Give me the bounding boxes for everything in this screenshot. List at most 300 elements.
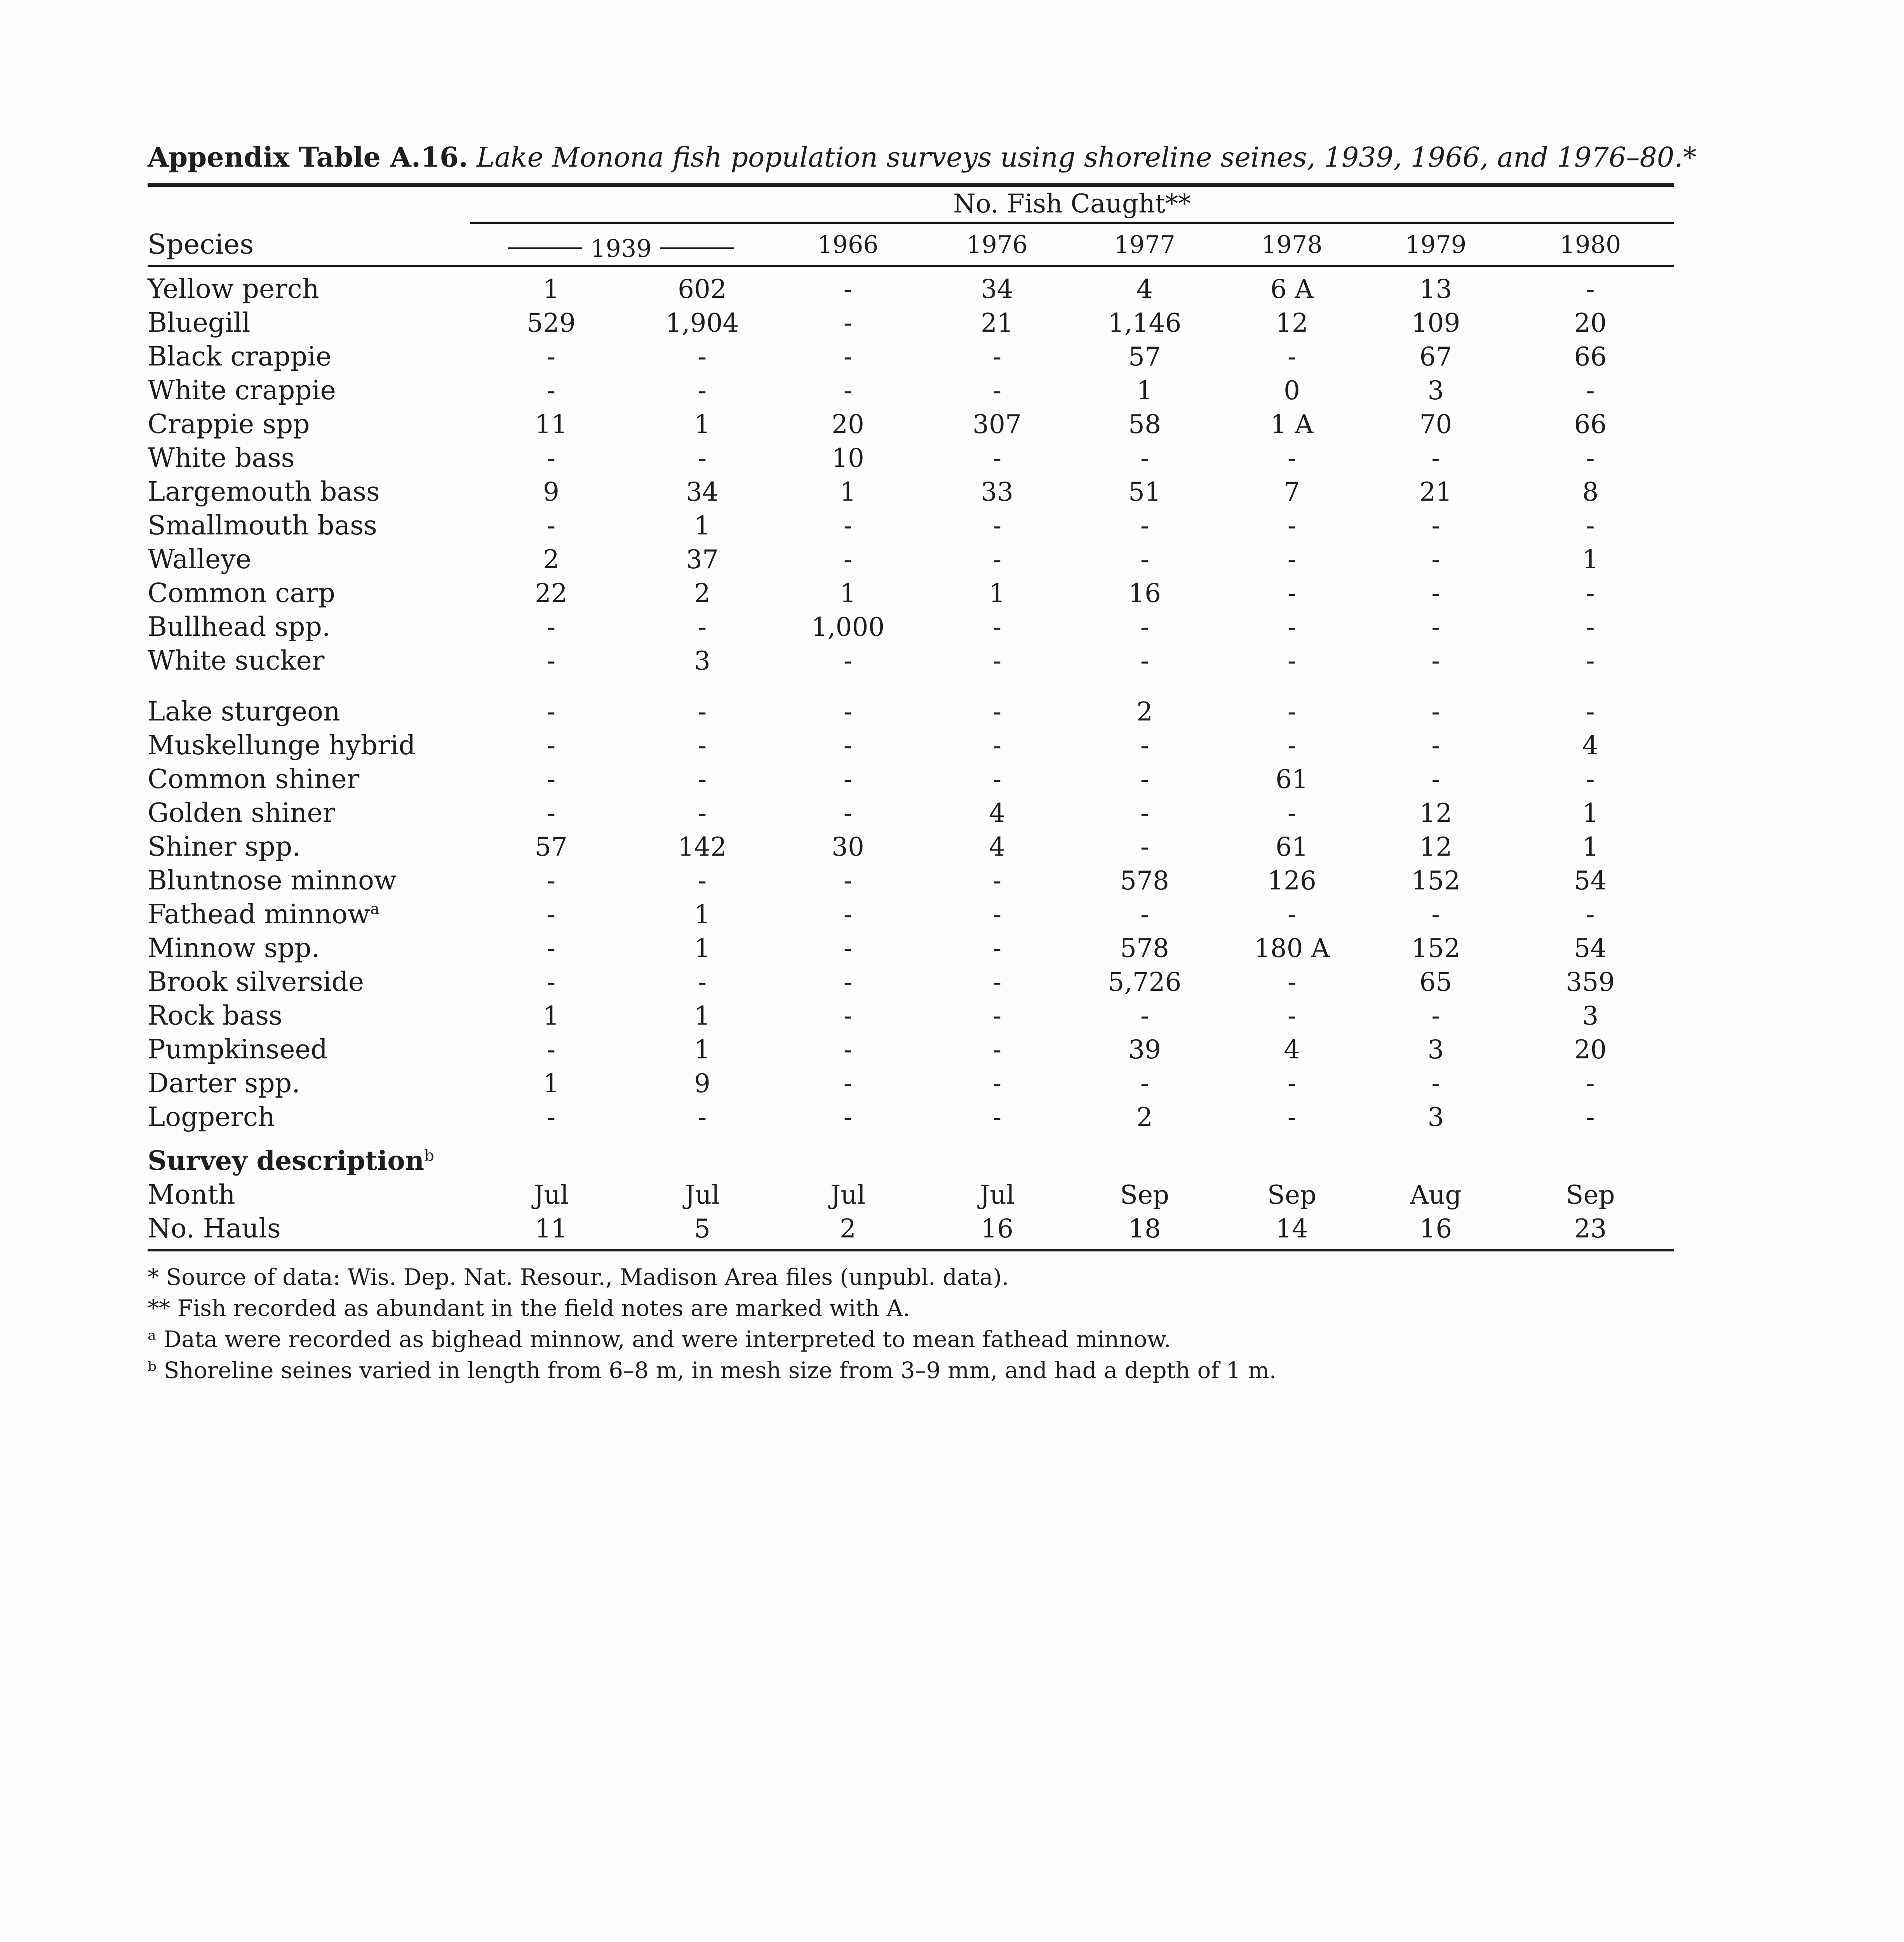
count-cell: 10 [832,443,864,473]
count-cell: 2 [694,578,710,608]
count-cell: 4 [989,798,1005,828]
count-cell: 12 [1276,308,1308,338]
species-label: Bullhead spp. [148,611,331,642]
count-cell: - [843,341,853,372]
count-cell: 1,146 [1108,308,1182,338]
count-cell: - [843,274,853,304]
count-cell: - [1431,730,1440,760]
species-name [148,796,470,830]
count-cell: 109 [1411,308,1460,338]
species-label: Walleye [148,544,251,575]
count-cell: - [698,696,707,727]
footnote-b: ᵇ Shoreline seines varied in length from 6–8 m, in mesh size from 3–9 mm, and had a depth of 1 m. [148,1357,1277,1383]
table-row [148,729,1674,762]
table-block [148,140,1697,1386]
count-cell: - [843,967,853,997]
count-cell: 1 [543,1068,559,1098]
count-cell: 58 [1128,409,1161,439]
count-cell: 1,904 [665,308,739,338]
table-row [148,374,1674,407]
count-cell: 1 [840,477,856,507]
count-cell: - [546,730,556,760]
section-spacer [148,678,1674,695]
species-name [148,1033,470,1067]
count-cell: - [1431,510,1440,541]
count-cell: - [1287,730,1297,760]
count-cell: - [1140,730,1149,760]
count-cell: - [1586,612,1595,642]
table-row [148,266,1674,306]
count-cell: - [546,510,556,541]
count-cell: 11 [535,409,567,439]
count-cell: 51 [1128,477,1161,507]
species-name [148,374,470,407]
survey-description-heading [148,1134,1674,1178]
count-cell: - [992,1068,1002,1098]
survey-label: Month [148,1179,235,1210]
count-cell: 9 [543,477,559,507]
survey-cell: Jul [684,1180,720,1210]
count-cell: 3 [1582,1001,1599,1031]
count-cell: 39 [1128,1034,1161,1065]
header-blank [148,187,470,224]
count-cell: - [1287,798,1297,828]
count-cell: - [992,612,1002,642]
species-name [148,306,470,340]
survey-cell: 23 [1507,1212,1674,1250]
count-cell: 12 [1419,832,1452,862]
count-cell: - [992,933,1002,963]
table-row [148,864,1674,898]
count-cell: - [1431,696,1440,727]
survey-cell: Jul [533,1180,569,1210]
count-cell: - [843,696,853,727]
count-cell: 21 [981,308,1013,338]
species-name [148,830,470,864]
count-cell: - [992,544,1002,574]
no-fish-caught-label: No. Fish Caught** [470,187,1674,224]
count-cell: 9 [694,1068,710,1098]
count-cell: - [1586,764,1595,794]
survey-description-row [148,1134,1674,1178]
count-cell: - [546,1034,556,1065]
count-cell: - [843,510,853,541]
count-cell: 57 [1128,341,1161,372]
count-cell: - [843,933,853,963]
species-label: Golden shiner [148,797,336,828]
table-title [148,140,1697,175]
count-cell: - [546,341,556,372]
species-name [148,543,470,576]
count-cell: - [1140,544,1149,574]
count-cell: - [1140,510,1149,541]
table-row [148,576,1674,610]
count-cell: - [1586,1102,1595,1132]
count-cell: 578 [1120,865,1169,896]
table-row [148,340,1674,374]
species-label: Logperch [148,1102,275,1133]
species-label: White bass [148,442,295,473]
count-cell: 57 [535,832,567,862]
year-header-1979: 1979 [1365,224,1507,266]
count-cell: - [1287,899,1297,929]
count-cell: - [1431,544,1440,574]
count-cell: - [698,612,707,642]
species-label: White sucker [148,645,325,676]
count-cell: 359 [1566,967,1615,997]
species-name [148,1100,470,1134]
species-label: Largemouth bass [148,476,380,507]
count-cell: - [546,933,556,963]
count-cell: 1 [1582,544,1599,574]
count-cell: 20 [1574,308,1607,338]
survey-cell: Aug [1410,1180,1462,1210]
count-cell: 3 [1427,1034,1444,1065]
count-cell: 1 [694,933,710,963]
count-cell: - [843,1102,853,1132]
fish-table [148,187,1674,1251]
count-cell: - [1431,1068,1440,1098]
table-row [148,1100,1674,1134]
footnote-abundant: ** Fish recorded as abundant in the field notes are marked with A. [148,1295,910,1321]
count-cell: - [698,865,707,896]
count-cell: 602 [678,274,727,304]
count-cell: 61 [1276,832,1308,862]
count-cell: - [1586,646,1595,676]
count-cell: - [1287,1068,1297,1098]
species-label: Crappie spp [148,409,310,440]
count-cell: - [1140,443,1149,473]
count-cell: 152 [1411,865,1460,896]
species-name [148,441,470,475]
table-row [148,407,1674,441]
species-name [148,644,470,678]
count-cell: - [992,865,1002,896]
count-cell: 1 [989,578,1005,608]
survey-cell: 16 [1365,1212,1507,1250]
count-cell: 13 [1419,274,1452,304]
species-label: Rock bass [148,1000,282,1031]
survey-cell: Sep [1566,1180,1615,1210]
count-cell: - [546,1102,556,1132]
table-row [148,644,1674,678]
count-cell: - [1140,832,1149,862]
count-cell: - [546,612,556,642]
table-row [148,830,1674,864]
count-cell: 1 A [1270,409,1314,439]
count-cell: - [1431,578,1440,608]
count-cell: - [1586,375,1595,405]
count-cell: - [1287,510,1297,541]
footnote-marker: a [370,900,379,918]
species-name [148,1067,470,1100]
count-cell: - [1287,696,1297,727]
survey-row [148,1212,1674,1250]
count-cell: 1 [543,274,559,304]
count-cell: - [1140,646,1149,676]
count-cell: 2 [543,544,559,574]
count-cell: 4 [1136,274,1153,304]
count-cell: - [843,899,853,929]
species-label: Yellow perch [148,273,319,305]
count-cell: 142 [678,832,727,862]
count-cell: 33 [981,477,1013,507]
table-row [148,475,1674,509]
group-header [470,187,1674,224]
count-cell: 1 [840,578,856,608]
survey-cell: 14 [1219,1212,1365,1250]
survey-cell: 18 [1070,1212,1219,1250]
survey-cell: Jul [979,1180,1015,1210]
species-name [148,695,470,729]
count-cell: - [698,967,707,997]
species-label: White crappie [148,375,336,406]
count-cell: - [843,865,853,896]
count-cell: 1 [694,510,710,541]
count-cell: - [1140,1068,1149,1098]
count-cell: - [546,967,556,997]
count-cell: 37 [686,544,719,574]
count-cell: - [992,510,1002,541]
count-cell: - [1431,764,1440,794]
count-cell: - [1431,443,1440,473]
count-cell: 66 [1574,341,1607,372]
count-cell: - [992,899,1002,929]
count-cell: - [843,375,853,405]
species-name [148,266,470,306]
species-name [148,864,470,898]
count-cell: - [1140,798,1149,828]
header-group-row [148,187,1674,224]
count-cell: - [992,967,1002,997]
survey-label: No. Hauls [148,1212,470,1250]
survey-cell: Jul [830,1180,866,1210]
table-row [148,509,1674,543]
count-cell: - [992,730,1002,760]
count-cell: - [698,341,707,372]
species-label: Smallmouth bass [148,510,377,541]
table-label: Appendix Table A.16. [148,141,468,173]
count-cell: - [992,646,1002,676]
count-cell: - [1287,578,1297,608]
table-row [148,762,1674,796]
species-name [148,509,470,543]
count-cell: - [1431,612,1440,642]
species-name [148,762,470,796]
count-cell: - [546,865,556,896]
count-cell: - [698,730,707,760]
count-cell: 4 [1582,730,1599,760]
count-cell: - [698,443,707,473]
count-cell: - [1287,646,1297,676]
species-label: Darter spp. [148,1068,300,1099]
count-cell: - [1287,967,1297,997]
count-cell: - [992,375,1002,405]
count-cell: 126 [1267,865,1316,896]
footnote-source: * Source of data: Wis. Dep. Nat. Resour., Madison Area files (unpubl. data). [148,1263,1009,1290]
count-cell: - [992,764,1002,794]
table-row [148,965,1674,999]
count-cell: - [843,544,853,574]
count-cell: - [698,1102,707,1132]
table-row [148,543,1674,576]
count-cell: - [992,341,1002,372]
count-cell: 20 [1574,1034,1607,1065]
span-dash-right [660,247,734,249]
year-header-1966: 1966 [772,224,924,266]
count-cell: - [843,730,853,760]
count-cell: - [546,375,556,405]
count-cell: - [546,646,556,676]
footnotes [148,1262,1674,1386]
year-1939: 1939 [590,234,652,263]
count-cell: 3 [1427,375,1444,405]
count-cell: 16 [1128,578,1161,608]
year-header-1939 [470,224,772,266]
count-cell: 2 [1136,696,1153,727]
survey-cell: 11 [470,1212,632,1250]
top-rule [148,183,1674,187]
year-header-1976: 1976 [924,224,1070,266]
table-row [148,898,1674,931]
count-cell: - [1586,443,1595,473]
count-cell: - [546,443,556,473]
species-label: Pumpkinseed [148,1034,328,1065]
species-header: Species [148,224,470,266]
count-cell: - [1287,1001,1297,1031]
count-cell: - [698,375,707,405]
species-label: Bluntnose minnow [148,865,397,896]
species-name [148,407,470,441]
count-cell: 65 [1419,967,1452,997]
year-header-1978: 1978 [1219,224,1365,266]
count-cell: 1 [543,1001,559,1031]
table-row [148,1033,1674,1067]
survey-cell: Sep [1267,1180,1317,1210]
count-cell: - [843,646,853,676]
species-name [148,965,470,999]
table-row [148,1067,1674,1100]
count-cell: - [1586,1068,1595,1098]
count-cell: - [843,1068,853,1098]
count-cell: 20 [832,409,864,439]
count-cell: - [1586,274,1595,304]
spacer-cell [148,678,1674,695]
count-cell: - [1431,1001,1440,1031]
species-label: Brook silverside [148,966,364,997]
survey-heading-text: Survey description [148,1145,425,1176]
count-cell: 66 [1574,409,1607,439]
species-name [148,931,470,965]
count-cell: 4 [1284,1034,1300,1065]
species-label: Bluegill [148,307,251,338]
span-dash-left [508,247,582,249]
count-cell: 4 [989,832,1005,862]
species-name [148,340,470,374]
species-label: Muskellunge hybrid [148,730,416,761]
survey-cell: 16 [924,1212,1070,1250]
species-label: Minnow spp. [148,933,320,964]
count-cell: - [1586,578,1595,608]
count-cell: - [1431,899,1440,929]
count-cell: 5,726 [1108,967,1182,997]
count-cell: - [992,696,1002,727]
count-cell: 180 A [1254,933,1330,963]
survey-cell: 2 [772,1212,924,1250]
species-name [148,610,470,644]
count-cell: 54 [1574,933,1607,963]
footnote-a: ᵃ Data were recorded as bighead minnow, and were interpreted to mean fathead minnow. [148,1326,1171,1352]
count-cell: - [1586,899,1595,929]
table-row [148,610,1674,644]
count-cell: 12 [1419,798,1452,828]
count-cell: 67 [1419,341,1452,372]
species-label: Fathead minnow [148,899,371,930]
count-cell: - [1140,612,1149,642]
count-cell: - [1586,510,1595,541]
count-cell: - [843,764,853,794]
count-cell: 34 [686,477,719,507]
count-cell: 578 [1120,933,1169,963]
count-cell: - [546,899,556,929]
count-cell: 2 [1136,1102,1153,1132]
count-cell: - [1586,696,1595,727]
table-body [148,266,1674,1250]
table-row [148,796,1674,830]
count-cell: - [698,798,707,828]
count-cell: - [698,764,707,794]
species-label: Lake sturgeon [148,696,340,727]
count-cell: 1 [1582,832,1599,862]
species-name [148,729,470,762]
count-cell: 7 [1284,477,1300,507]
species-label: Common carp [148,578,335,609]
count-cell: - [843,798,853,828]
count-cell: 1 [1136,375,1153,405]
year-header-1977: 1977 [1070,224,1219,266]
count-cell: - [1287,1102,1297,1132]
count-cell: 70 [1419,409,1452,439]
survey-cell: Sep [1120,1180,1170,1210]
species-label: Shiner spp. [148,831,301,862]
footnote-marker: b [424,1146,434,1164]
count-cell: 529 [527,308,576,338]
count-cell: 0 [1284,375,1300,405]
table-row [148,306,1674,340]
species-name [148,475,470,509]
species-name [148,898,470,931]
count-cell: 1 [694,899,710,929]
header-year-row [148,224,1674,266]
count-cell: 8 [1582,477,1599,507]
table-row [148,441,1674,475]
table-row [148,695,1674,729]
count-cell: - [1140,899,1149,929]
count-cell: 61 [1276,764,1308,794]
count-cell: - [992,1034,1002,1065]
count-cell: - [546,764,556,794]
count-cell: 22 [535,578,567,608]
count-cell: - [546,798,556,828]
count-cell: 3 [694,646,710,676]
count-cell: 6 A [1270,274,1314,304]
count-cell: 54 [1574,865,1607,896]
species-label: Black crappie [148,341,332,372]
count-cell: - [1287,341,1297,372]
table-row [148,999,1674,1033]
count-cell: 1,000 [811,612,885,642]
count-cell: - [843,308,853,338]
